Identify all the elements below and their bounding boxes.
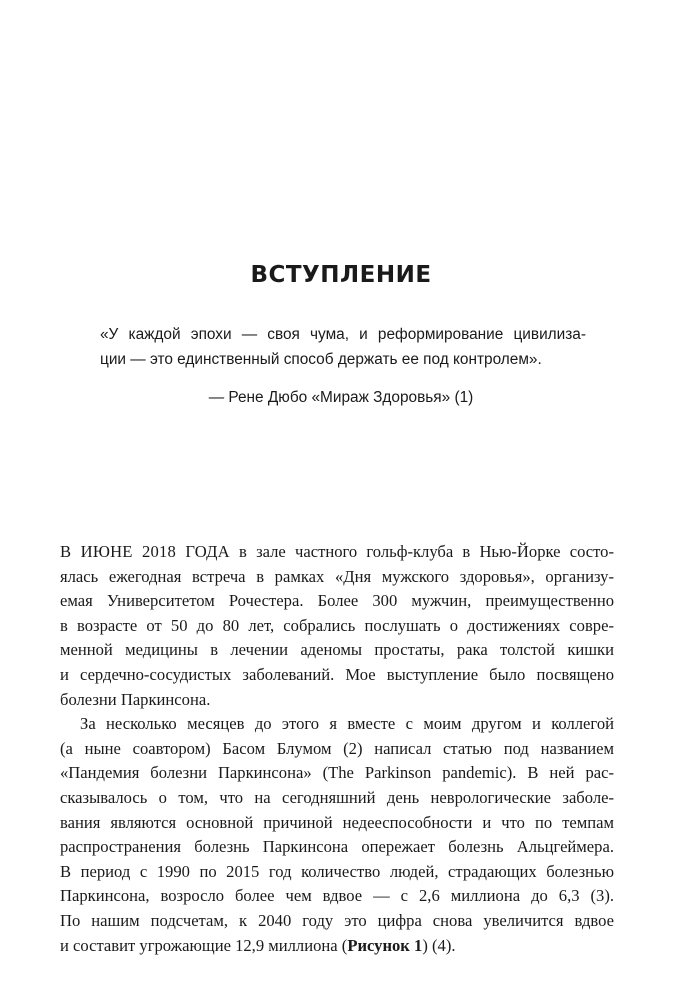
paragraph-line: В период с 1990 по 2015 год количество людей, страдающих болезнью <box>60 861 614 881</box>
paragraph-line <box>60 540 614 565</box>
figure-reference: Рисунок 1 <box>347 935 423 955</box>
paragraph-line: емая Университетом Рочестера. Более 300 мужчин, преимущественно <box>60 591 614 611</box>
paragraph-line: За несколько месяцев до этого я вместе с моим другом и коллегой <box>80 714 614 734</box>
paragraph-line: «Пандемия болезни Паркинсона» (The Parkinson pandemic). В ней рас- <box>60 763 614 783</box>
paragraph-line: Паркинсона, возросло более чем вдвое — с 2,6 миллиона до 6,3 (3). <box>60 886 614 906</box>
epigraph-quote <box>100 322 586 372</box>
epigraph-line: ции — это единственный способ держать ее под контролем». <box>100 351 542 368</box>
paragraph-line: ялась ежегодная встреча в рамках «Дня мужского здоровья», организу- <box>60 566 614 586</box>
paragraph-line: сказывалось о том, что на сегодняшний день неврологические заболе- <box>60 787 614 807</box>
paragraph-line: менной медицины в лечении аденомы простаты, рака толстой кишки <box>60 640 614 660</box>
lead-in-caps: В ИЮНЕ 2018 ГОДА <box>60 542 230 561</box>
chapter-title: ВСТУПЛЕНИЕ <box>250 262 432 288</box>
paragraph-line: в возрасте от 50 до 80 лет, собрались послушать о достижениях совре- <box>60 615 614 635</box>
paragraph-line: и сердечно-сосудистых заболеваний. Мое выступление было посвящено <box>60 664 614 684</box>
paragraph-text: ) (4). <box>422 935 456 955</box>
epigraph-attribution: — Рене Дюбо «Мираж Здоровья» (1) <box>208 389 474 406</box>
paragraph-line: (а ныне соавтором) Басом Блумом (2) написал статью под названием <box>60 738 614 758</box>
paragraph-line <box>60 934 614 959</box>
paragraph-line: вания являются основной причиной недееспособности и что по темпам <box>60 812 614 832</box>
paragraph-line: болезни Паркинсона. <box>60 689 211 709</box>
paragraph-text: в зале частного гольф-клуба в Нью-Йорке состо- <box>229 542 614 561</box>
body-text <box>60 540 614 958</box>
paragraph-line: распространения болезнь Паркинсона опережает болезнь Альцгеймера. <box>60 837 614 857</box>
paragraph-line: По нашим подсчетам, к 2040 году это цифра снова увеличится вдвое <box>60 910 614 930</box>
epigraph-line: «У каждой эпохи — своя чума, и реформирование цивилиза- <box>100 326 586 343</box>
paragraph-text: и составит угрожающие 12,9 миллиона ( <box>60 935 348 955</box>
